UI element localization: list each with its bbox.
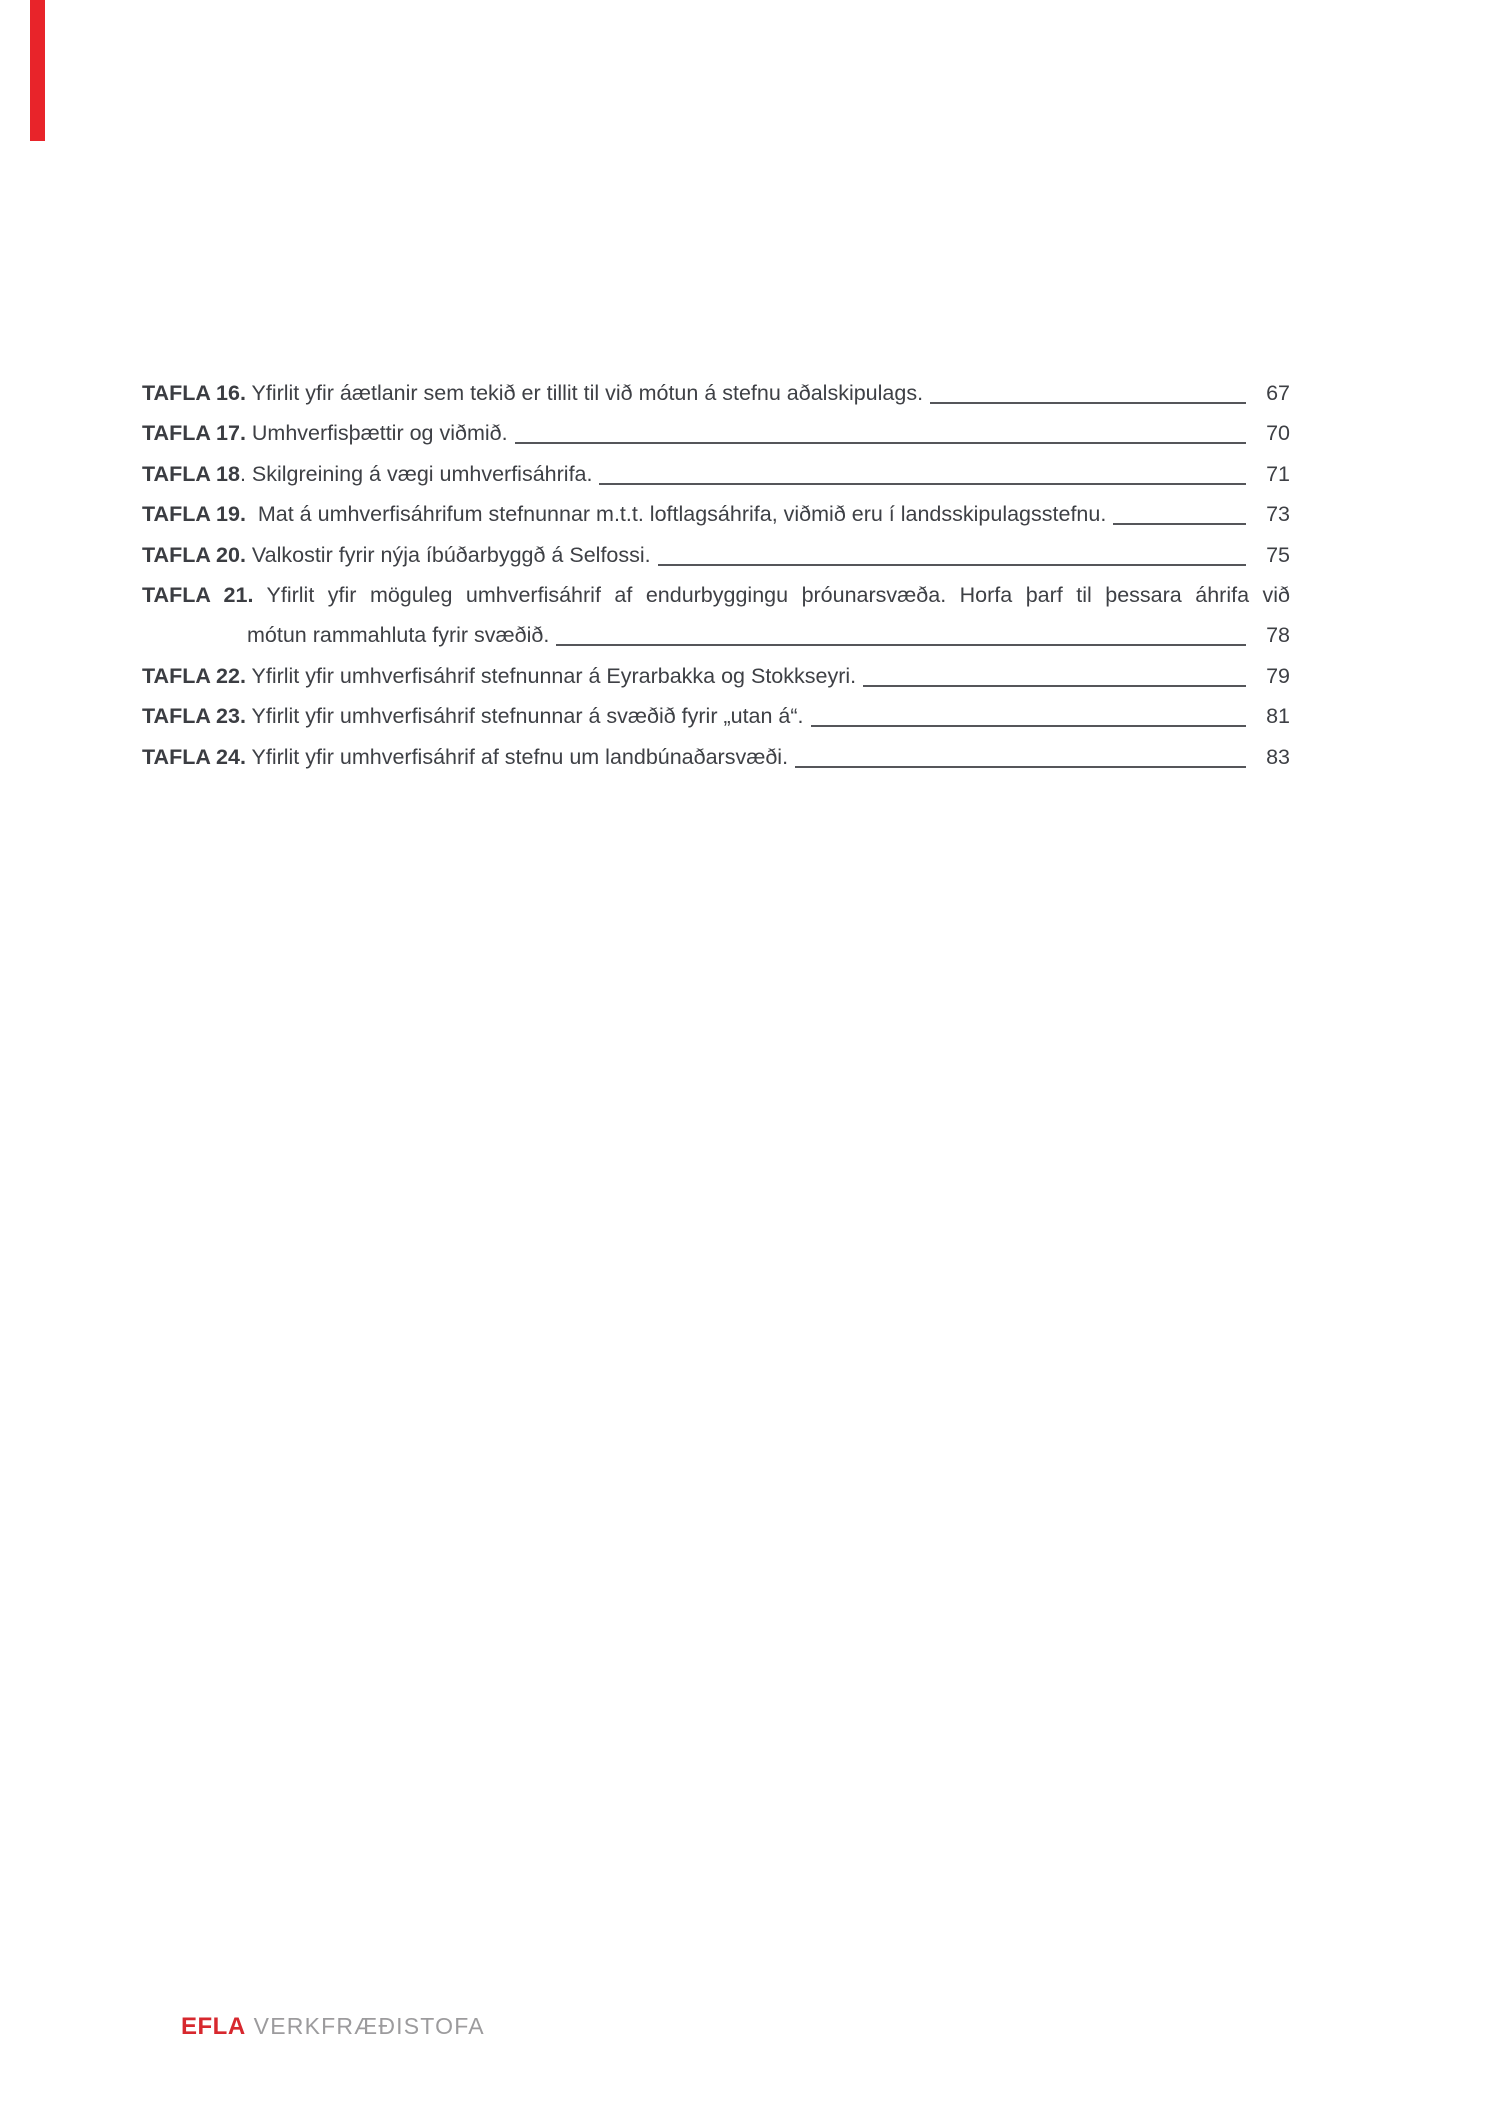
toc-entry-text [142, 454, 592, 494]
toc-entry-label: TAFLA 21. [142, 582, 254, 607]
toc-entry[interactable] [142, 413, 1290, 453]
toc-entry-label: TAFLA 23. [142, 704, 246, 729]
toc-entry-text [142, 373, 923, 413]
toc-entry[interactable] [142, 373, 1290, 413]
table-of-tables-list [142, 373, 1290, 777]
toc-page-number: 70 [1266, 421, 1290, 446]
dotted-leader [811, 725, 1246, 727]
toc-entry-text [142, 656, 856, 696]
toc-entry-text [142, 737, 788, 777]
toc-entry-title: Yfirlit yfir umhverfisáhrif stefnunnar á svæðið fyrir „utan á“. [245, 704, 804, 729]
toc-page-number: 79 [1266, 663, 1290, 688]
toc-entry-text [142, 535, 651, 575]
dotted-leader [599, 483, 1246, 485]
toc-entry-title: Mat á umhverfisáhrifum stefnunnar m.t.t. loftlagsáhrifa, viðmið eru í landsskipulagsstefnu. [245, 502, 1107, 527]
toc-entry-text [142, 413, 508, 453]
dotted-leader [556, 644, 1246, 646]
toc-entry[interactable] [142, 494, 1290, 534]
toc-entry-label: TAFLA 20. [142, 542, 246, 567]
toc-entry-label: TAFLA 17. [142, 421, 246, 446]
toc-page-number: 75 [1266, 542, 1290, 567]
toc-page-number: 83 [1266, 744, 1290, 769]
toc-page-number: 78 [1266, 623, 1290, 648]
toc-entry-label: TAFLA 24. [142, 744, 246, 769]
verkfraedistofa-logo-text: VERKFRÆÐISTOFA [253, 2013, 485, 2039]
toc-entry-title: Umhverfisþættir og viðmið. [245, 421, 508, 446]
toc-entry[interactable] [142, 737, 1290, 777]
toc-entry-label: TAFLA 18 [142, 461, 240, 486]
toc-entry-title: Yfirlit yfir umhverfisáhrif stefnunnar á Eyrarbakka og Stokkseyri. [245, 663, 857, 688]
toc-entry-label: TAFLA 22. [142, 663, 246, 688]
toc-entry-title-line2: mótun rammahluta fyrir svæðið. [247, 623, 550, 648]
toc-entry-label: TAFLA 16. [142, 381, 246, 405]
toc-page-number: 73 [1266, 502, 1290, 527]
toc-entry[interactable] [142, 535, 1290, 575]
dotted-leader [930, 402, 1246, 404]
toc-entry-text [142, 583, 1290, 607]
toc-entry-label: TAFLA 19. [142, 502, 246, 527]
dotted-leader [515, 442, 1246, 444]
dotted-leader [658, 564, 1246, 566]
toc-entry[interactable] [142, 696, 1290, 736]
toc-page-number: 81 [1266, 704, 1290, 729]
footer-logo [181, 2013, 485, 2041]
toc-page-number: 67 [1266, 381, 1290, 405]
toc-entry-text [142, 494, 1106, 534]
toc-entry[interactable] [142, 656, 1290, 696]
toc-entry-title: . Skilgreining á vægi umhverfisáhrifa. [239, 461, 593, 486]
efla-logo-text: EFLA [181, 2013, 246, 2040]
toc-entry-title: Yfirlit yfir umhverfisáhrif af stefnu um landbúnaðarsvæði. [245, 744, 789, 769]
toc-entry-continuation[interactable] [142, 615, 1290, 655]
toc-page-number: 71 [1266, 461, 1290, 486]
toc-entry[interactable] [142, 454, 1290, 494]
dotted-leader [863, 685, 1246, 687]
toc-entry-title: Yfirlit yfir áætlanir sem tekið er tillit til við mótun á stefnu aðalskipulags. [245, 381, 924, 405]
dotted-leader [1113, 523, 1246, 525]
toc-entry-title: Valkostir fyrir nýja íbúðarbyggð á Selfossi. [245, 542, 651, 567]
dotted-leader [795, 766, 1246, 768]
toc-entry-title: Yfirlit yfir möguleg umhverfisáhrif af endurbyggingu þróunarsvæða. Horfa þarf til þessara áhrifa við [253, 582, 1290, 607]
red-edge-marker [30, 0, 45, 141]
toc-entry-text [142, 696, 804, 736]
toc-entry[interactable] [142, 575, 1290, 615]
